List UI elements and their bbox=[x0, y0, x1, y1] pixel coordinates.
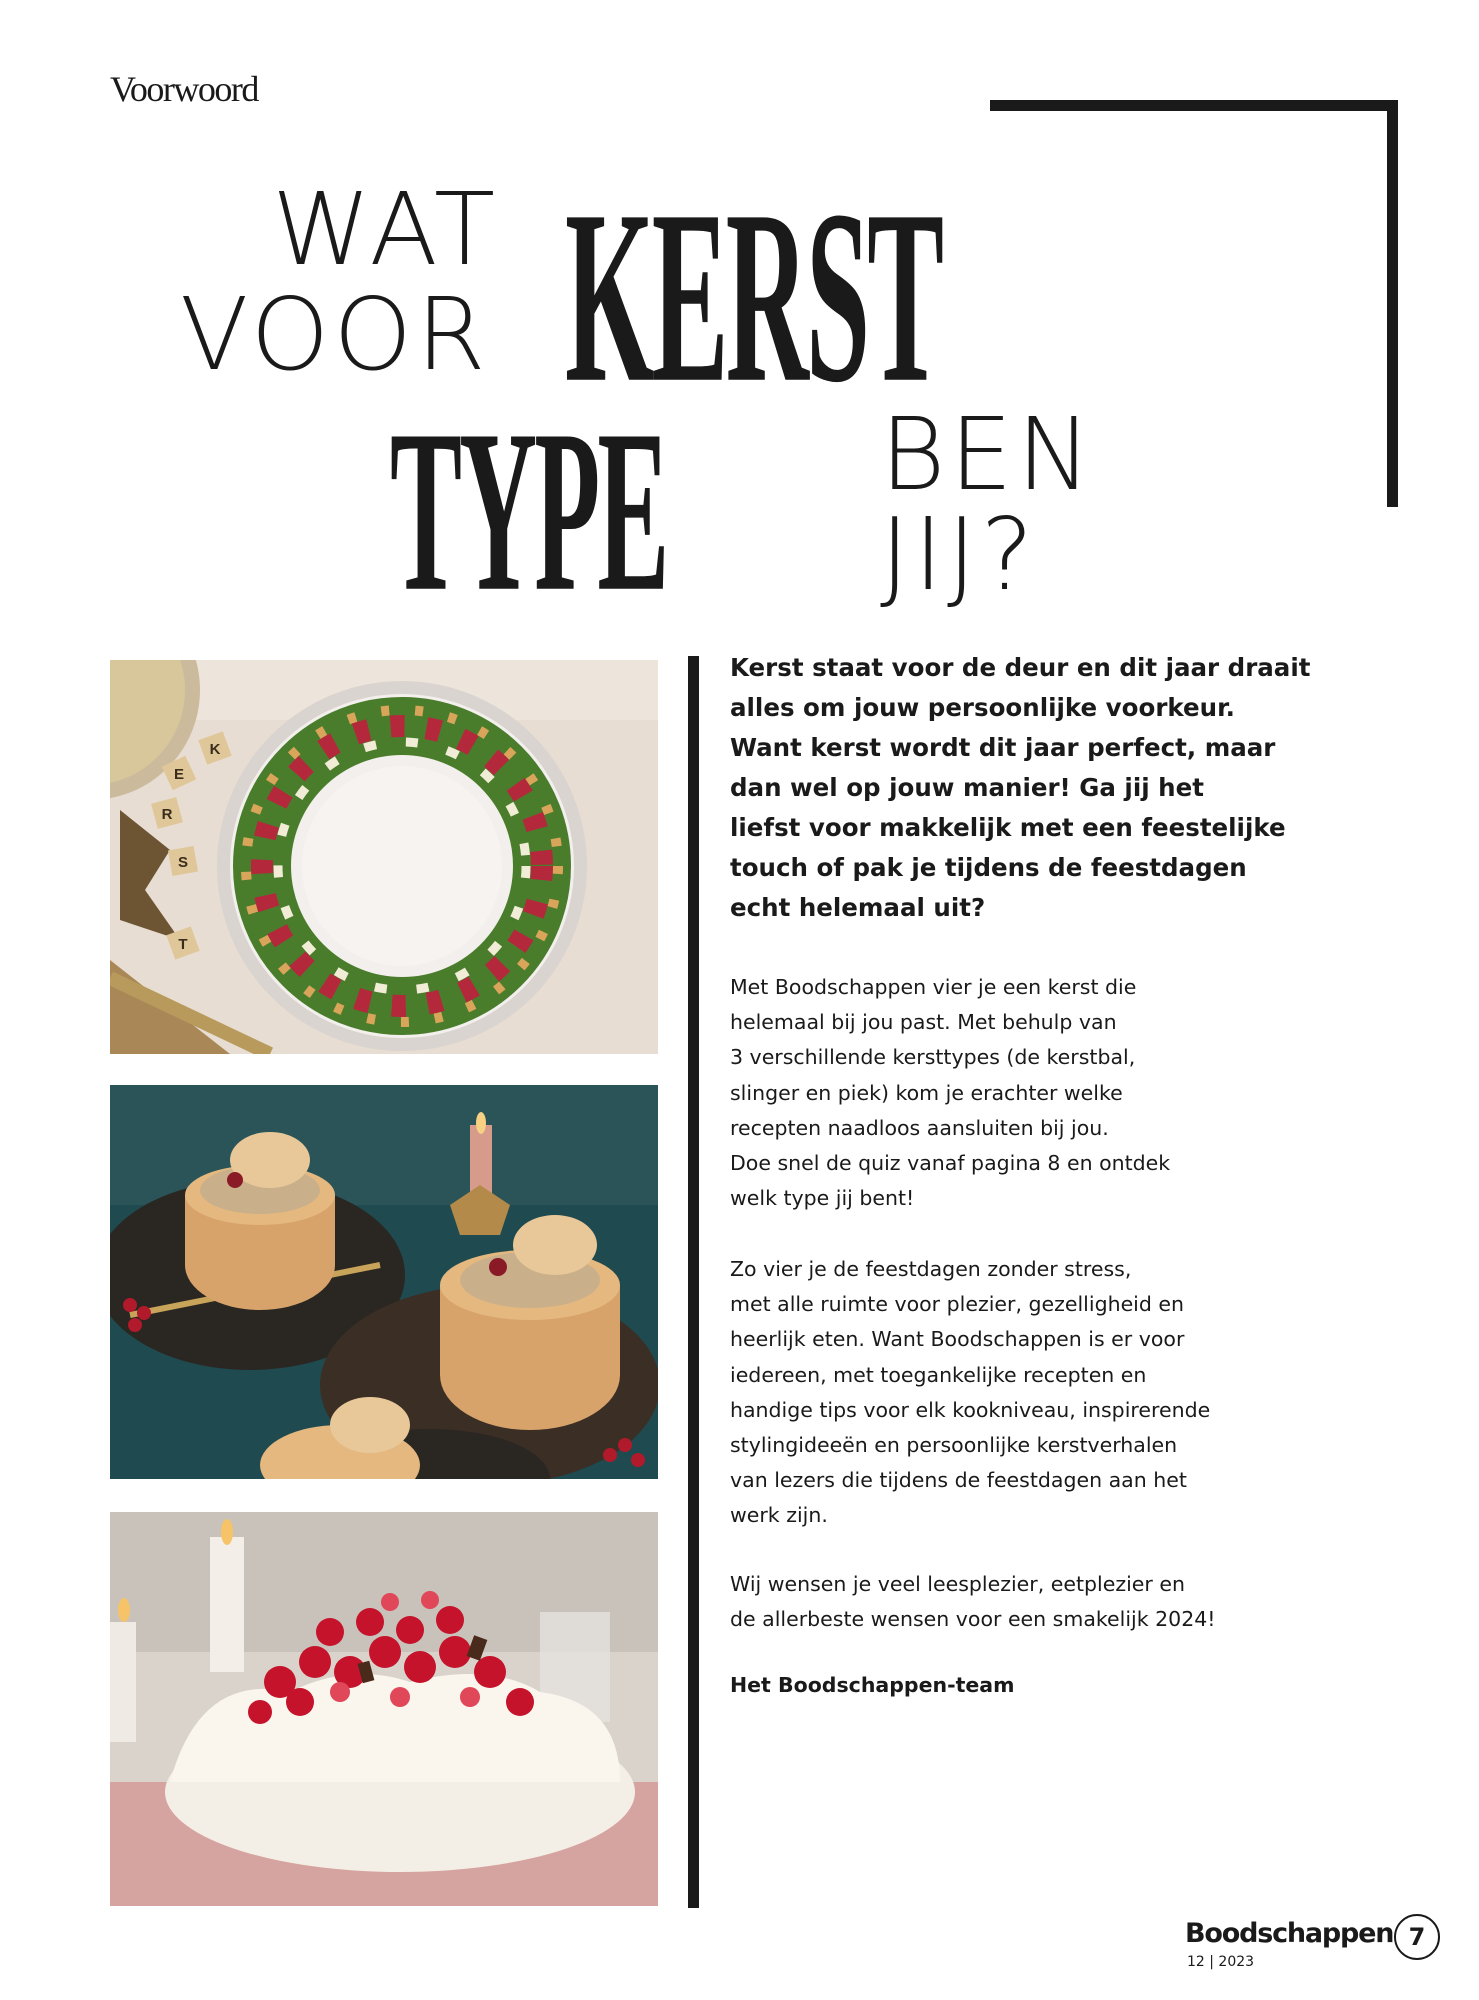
body-paragraph-3 bbox=[730, 1567, 1330, 1637]
body-line: slinger en piek) kom je erachter welke bbox=[730, 1080, 1123, 1105]
section-label: Voorwoord bbox=[110, 69, 258, 109]
headline-kerst: KERST bbox=[565, 158, 942, 434]
intro-line: Kerst staat voor de deur en dit jaar draait bbox=[730, 653, 1311, 682]
headline-ben: BEN bbox=[880, 396, 1096, 513]
intro-paragraph bbox=[730, 648, 1330, 928]
body-line: Zo vier je de feestdagen zonder stress, bbox=[730, 1257, 1132, 1281]
signature: Het Boodschappen-team bbox=[730, 1673, 1015, 1697]
page-number: 7 bbox=[1394, 1914, 1440, 1960]
tile-letter-k: K bbox=[209, 741, 221, 758]
body-line: Met Boodschappen vier je een kerst die bbox=[730, 975, 1137, 999]
body-line: Doe snel de quiz vanaf pagina 8 en ontdek bbox=[730, 1151, 1171, 1176]
body-line: heerlijk eten. Want Boodschappen is er voor bbox=[730, 1327, 1185, 1352]
footer-brand: Boodschappen bbox=[1185, 1918, 1394, 1949]
footer-issue: 12 | 2023 bbox=[1187, 1954, 1255, 1970]
frame-top-line bbox=[990, 100, 1398, 111]
body-paragraph-2 bbox=[730, 1252, 1330, 1534]
photo-salad-wreath bbox=[110, 660, 658, 1054]
tile-letter-e: E bbox=[173, 766, 185, 783]
headline-wat: WAT bbox=[272, 171, 500, 288]
frame-right-line bbox=[1387, 100, 1398, 507]
body-line: de allerbeste wensen voor een smakelijk 2024! bbox=[730, 1607, 1216, 1632]
body-line: van lezers die tijdens de feestdagen aan het bbox=[730, 1468, 1187, 1493]
intro-line: dan wel op jouw manier! Ga jij het bbox=[730, 773, 1204, 802]
tile-letter-s: S bbox=[177, 854, 189, 871]
intro-line: echt helemaal uit? bbox=[730, 893, 986, 922]
intro-line: liefst voor makkelijk met een feestelijke bbox=[730, 813, 1286, 842]
body-line: iedereen, met toegankelijke recepten en bbox=[730, 1362, 1147, 1387]
body-line: handige tips voor elk kookniveau, inspirerende bbox=[730, 1397, 1211, 1422]
body-line: 3 verschillende kersttypes (de kerstbal, bbox=[730, 1045, 1136, 1070]
intro-line: touch of pak je tijdens de feestdagen bbox=[730, 853, 1247, 882]
headline-type: TYPE bbox=[390, 382, 667, 640]
photo-pavlova bbox=[110, 1512, 658, 1906]
body-line: Wij wensen je veel leesplezier, eetplezier en bbox=[730, 1572, 1185, 1596]
intro-line: Want kerst wordt dit jaar perfect, maar bbox=[730, 733, 1276, 762]
photo-vol-au-vents bbox=[110, 1085, 658, 1479]
intro-line: alles om jouw persoonlijke voorkeur. bbox=[730, 693, 1235, 722]
body-line: recepten naadloos aansluiten bij jou. bbox=[730, 1115, 1109, 1140]
body-line: werk zijn. bbox=[730, 1503, 828, 1528]
body-paragraph-1 bbox=[730, 970, 1330, 1216]
body-line: stylingideeën en persoonlijke kerstverhalen bbox=[730, 1433, 1178, 1458]
body-line: welk type jij bent! bbox=[730, 1186, 915, 1211]
body-line: helemaal bij jou past. Met behulp van bbox=[730, 1010, 1117, 1035]
body-line: met alle ruimte voor plezier, gezelligheid en bbox=[730, 1292, 1185, 1317]
column-divider bbox=[688, 656, 699, 1908]
tile-letter-r: R bbox=[161, 806, 173, 823]
tile-letter-t: T bbox=[178, 936, 188, 953]
headline-jij: JIJ? bbox=[880, 496, 1038, 613]
headline-voor: VOOR bbox=[180, 276, 490, 393]
